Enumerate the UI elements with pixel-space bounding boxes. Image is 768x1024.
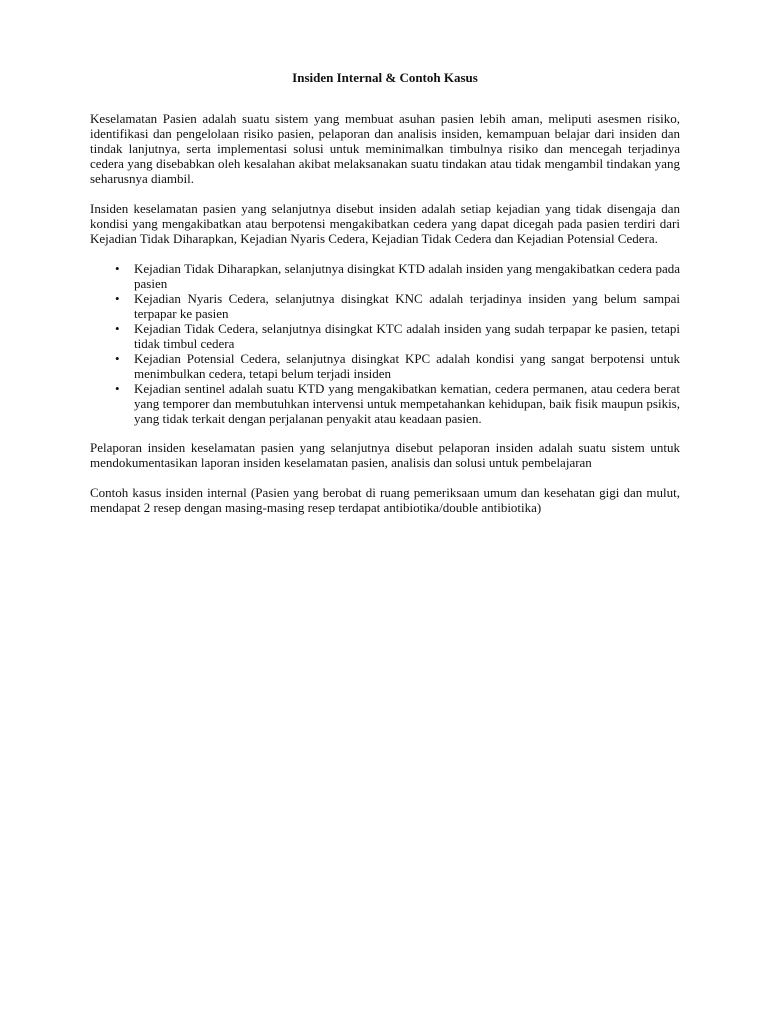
bullet-icon: •: [115, 381, 120, 396]
paragraph-reporting: Pelaporan insiden keselamatan pasien yang selanjutnya disebut pelaporan insiden adalah suatu sistem untuk mendokumentasikan laporan insiden keselamatan pasien, analisis dan solusi untuk pembelajaran: [90, 440, 680, 470]
list-item: [90, 261, 680, 291]
bullet-icon: •: [115, 261, 120, 276]
list-item-text: Kejadian Tidak Diharapkan, selanjutnya disingkat KTD adalah insiden yang mengakibatkan cedera pada pasien: [134, 261, 680, 291]
list-item: [90, 291, 680, 321]
bullet-icon: •: [115, 351, 120, 366]
list-item: [90, 351, 680, 381]
list-item-text: Kejadian sentinel adalah suatu KTD yang mengakibatkan kematian, cedera permanen, atau cedera berat yang temporer dan membutuhkan intervensi untuk mempetahankan kehidupan, baik fisik maupun psikis, yang tidak terkait dengan perjalanan penyakit atau keadaan pasien.: [134, 381, 680, 426]
list-item: [90, 321, 680, 351]
incident-type-list: [90, 261, 680, 426]
paragraph-incident: Insiden keselamatan pasien yang selanjutnya disebut insiden adalah setiap kejadian yang tidak disengaja dan kondisi yang mengakibatkan atau berpotensi mengakibatkan cedera yang dapat dicegah pada pasien terdiri dari Kejadian Tidak Diharapkan, Kejadian Nyaris Cedera, Kejadian Tidak Cedera dan Kejadian Potensial Cedera.: [90, 201, 680, 246]
document-body: [90, 70, 680, 530]
list-item-text: Kejadian Tidak Cedera, selanjutnya disingkat KTC adalah insiden yang sudah terpapar ke pasien, tetapi tidak timbul cedera: [134, 321, 680, 351]
list-item-text: Kejadian Nyaris Cedera, selanjutnya disingkat KNC adalah terjadinya insiden yang belum sampai terpapar ke pasien: [134, 291, 680, 321]
document-title: Insiden Internal & Contoh Kasus: [292, 70, 478, 85]
bullet-icon: •: [115, 291, 120, 306]
list-item-text: Kejadian Potensial Cedera, selanjutnya disingkat KPC adalah kondisi yang sangat berpotensi untuk menimbulkan cedera, tetapi belum terjadi insiden: [134, 351, 680, 381]
paragraph-definition: Keselamatan Pasien adalah suatu sistem yang membuat asuhan pasien lebih aman, meliputi asesmen risiko, identifikasi dan pengelolaan risiko pasien, pelaporan dan analisis insiden, kemampuan belajar dari insiden dan tindak lanjutnya, serta implementasi solusi untuk meminimalkan timbulnya risiko dan mencegah terjadinya cedera yang disebabkan oleh kesalahan akibat melaksanakan suatu tindakan atau tidak mengambil tindakan yang seharusnya diambil.: [90, 111, 680, 186]
paragraph-case-example: Contoh kasus insiden internal (Pasien yang berobat di ruang pemeriksaan umum dan kesehatan gigi dan mulut, mendapat 2 resep dengan masing-masing resep terdapat antibiotika/double antibiotika): [90, 485, 680, 515]
list-item: [90, 381, 680, 426]
bullet-icon: •: [115, 321, 120, 336]
